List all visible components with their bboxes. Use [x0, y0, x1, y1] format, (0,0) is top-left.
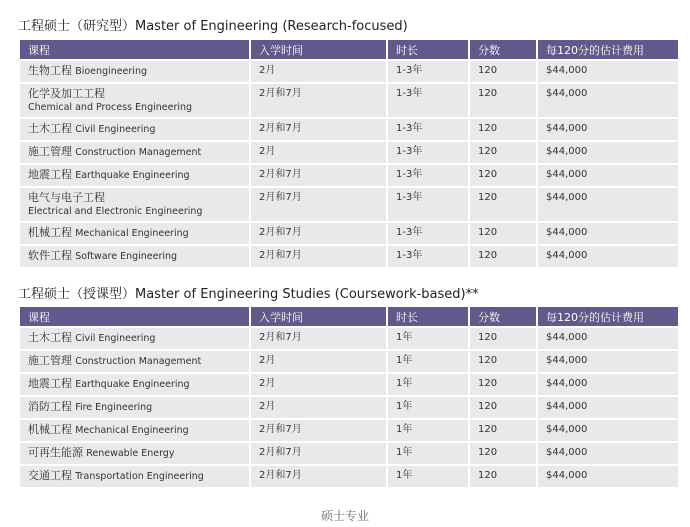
course-name-cn: 机械工程 — [28, 226, 72, 239]
course-name-en: Mechanical Engineering — [75, 425, 189, 436]
intake-cell: 2月 — [251, 351, 386, 372]
table-row — [20, 443, 678, 464]
course-name-en: Transportation Engineering — [75, 471, 204, 482]
course-name-cn: 可再生能源 — [28, 446, 83, 459]
fee-cell: $44,000 — [538, 223, 678, 244]
fee-cell: $44,000 — [538, 443, 678, 464]
intake-cell: 2月和7月 — [251, 84, 386, 117]
course-name-en: Renewable Energy — [86, 448, 175, 459]
table-row — [20, 246, 678, 267]
points-cell: 120 — [470, 119, 536, 140]
fee-cell: $44,000 — [538, 165, 678, 186]
table-row — [20, 374, 678, 395]
points-cell: 120 — [470, 246, 536, 267]
duration-cell: 1-3年 — [388, 188, 468, 221]
duration-cell: 1-3年 — [388, 119, 468, 140]
coursework-table-body — [20, 328, 678, 487]
course-cell — [20, 165, 249, 186]
course-name-en: Bioengineering — [75, 66, 147, 77]
fee-cell: $44,000 — [538, 397, 678, 418]
duration-cell: 1年 — [388, 443, 468, 464]
fee-cell: $44,000 — [538, 246, 678, 267]
header-duration: 时长 — [388, 307, 468, 326]
course-cell — [20, 61, 249, 82]
points-cell: 120 — [470, 328, 536, 349]
intake-cell: 2月和7月 — [251, 443, 386, 464]
header-points: 分数 — [470, 40, 536, 59]
table-row — [20, 466, 678, 487]
points-cell: 120 — [470, 374, 536, 395]
course-name-cn: 施工管理 — [28, 145, 72, 158]
intake-cell: 2月和7月 — [251, 119, 386, 140]
course-name-cn: 土木工程 — [28, 122, 72, 135]
duration-cell: 1-3年 — [388, 84, 468, 117]
course-cell — [20, 466, 249, 487]
duration-cell: 1-3年 — [388, 246, 468, 267]
fee-cell: $44,000 — [538, 466, 678, 487]
header-course: 课程 — [20, 40, 249, 59]
points-cell: 120 — [470, 142, 536, 163]
header-points: 分数 — [470, 307, 536, 326]
intake-cell: 2月和7月 — [251, 223, 386, 244]
duration-cell: 1年 — [388, 466, 468, 487]
course-name-en: Civil Engineering — [75, 333, 156, 344]
duration-cell: 1-3年 — [388, 223, 468, 244]
course-name-en: Mechanical Engineering — [75, 228, 189, 239]
header-duration: 时长 — [388, 40, 468, 59]
header-fee: 每120分的估计费用 — [538, 307, 678, 326]
intake-cell: 2月 — [251, 61, 386, 82]
course-name-en: Construction Management — [75, 147, 202, 158]
research-table-body — [20, 61, 678, 267]
course-name-cn: 机械工程 — [28, 423, 72, 436]
course-cell — [20, 119, 249, 140]
coursework-section-title: 工程硕士（授课型）Master of Engineering Studies (Coursework-based)** — [18, 287, 479, 302]
table-row — [20, 119, 678, 140]
duration-cell: 1年 — [388, 328, 468, 349]
table-row — [20, 188, 678, 221]
research-header-row — [20, 40, 678, 59]
course-cell — [20, 443, 249, 464]
table-row — [20, 351, 678, 372]
duration-cell: 1-3年 — [388, 165, 468, 186]
course-name-cn: 生物工程 — [28, 64, 72, 77]
course-name-en: Fire Engineering — [75, 402, 153, 413]
course-cell — [20, 351, 249, 372]
points-cell: 120 — [470, 397, 536, 418]
fee-cell: $44,000 — [538, 119, 678, 140]
course-cell — [20, 397, 249, 418]
course-name-en: Earthquake Engineering — [75, 170, 190, 181]
course-cell — [20, 420, 249, 441]
course-name-en: Chemical and Process Engineering — [28, 102, 193, 113]
intake-cell: 2月和7月 — [251, 246, 386, 267]
points-cell: 120 — [470, 420, 536, 441]
points-cell: 120 — [470, 466, 536, 487]
coursework-header-row — [20, 307, 678, 326]
research-table — [18, 38, 680, 269]
table-row — [20, 165, 678, 186]
course-name-cn: 软件工程 — [28, 249, 72, 262]
fee-cell: $44,000 — [538, 420, 678, 441]
table-row — [20, 84, 678, 117]
points-cell: 120 — [470, 61, 536, 82]
fee-cell: $44,000 — [538, 328, 678, 349]
course-name-cn: 交通工程 — [28, 469, 72, 482]
course-cell — [20, 328, 249, 349]
header-course: 课程 — [20, 307, 249, 326]
duration-cell: 1年 — [388, 397, 468, 418]
intake-cell: 2月和7月 — [251, 328, 386, 349]
points-cell: 120 — [470, 223, 536, 244]
course-name-cn: 消防工程 — [28, 400, 72, 413]
course-name-cn: 土木工程 — [28, 331, 72, 344]
course-cell — [20, 188, 249, 221]
intake-cell: 2月和7月 — [251, 165, 386, 186]
course-cell — [20, 142, 249, 163]
duration-cell: 1年 — [388, 374, 468, 395]
coursework-table — [18, 305, 680, 489]
course-name-cn: 电气与电子工程 — [28, 191, 105, 204]
header-fee: 每120分的估计费用 — [538, 40, 678, 59]
table-row — [20, 328, 678, 349]
fee-cell: $44,000 — [538, 374, 678, 395]
course-name-cn: 化学及加工工程 — [28, 87, 105, 100]
intake-cell: 2月和7月 — [251, 466, 386, 487]
table-row — [20, 142, 678, 163]
duration-cell: 1年 — [388, 420, 468, 441]
intake-cell: 2月 — [251, 397, 386, 418]
figure-caption: 硕士专业 — [320, 509, 369, 523]
fee-cell: $44,000 — [538, 188, 678, 221]
intake-cell: 2月 — [251, 374, 386, 395]
course-name-cn: 地震工程 — [28, 377, 72, 390]
course-name-cn: 地震工程 — [28, 168, 72, 181]
intake-cell: 2月和7月 — [251, 188, 386, 221]
table-row — [20, 223, 678, 244]
intake-cell: 2月和7月 — [251, 420, 386, 441]
course-cell — [20, 223, 249, 244]
course-name-en: Civil Engineering — [75, 124, 156, 135]
points-cell: 120 — [470, 188, 536, 221]
fee-cell: $44,000 — [538, 84, 678, 117]
table-row — [20, 61, 678, 82]
course-cell — [20, 246, 249, 267]
course-name-cn: 施工管理 — [28, 354, 72, 367]
course-name-en: Electrical and Electronic Engineering — [28, 206, 203, 217]
course-name-en: Earthquake Engineering — [75, 379, 190, 390]
fee-cell: $44,000 — [538, 61, 678, 82]
course-name-en: Construction Management — [75, 356, 202, 367]
points-cell: 120 — [470, 443, 536, 464]
table-row — [20, 397, 678, 418]
header-intake: 入学时间 — [251, 40, 386, 59]
research-section-title: 工程硕士（研究型）Master of Engineering (Research-focused) — [18, 19, 408, 34]
points-cell: 120 — [470, 165, 536, 186]
duration-cell: 1-3年 — [388, 61, 468, 82]
fee-cell: $44,000 — [538, 351, 678, 372]
fee-cell: $44,000 — [538, 142, 678, 163]
course-cell — [20, 84, 249, 117]
course-cell — [20, 374, 249, 395]
points-cell: 120 — [470, 84, 536, 117]
points-cell: 120 — [470, 351, 536, 372]
duration-cell: 1年 — [388, 351, 468, 372]
table-row — [20, 420, 678, 441]
duration-cell: 1-3年 — [388, 142, 468, 163]
course-name-en: Software Engineering — [75, 251, 178, 262]
header-intake: 入学时间 — [251, 307, 386, 326]
intake-cell: 2月 — [251, 142, 386, 163]
